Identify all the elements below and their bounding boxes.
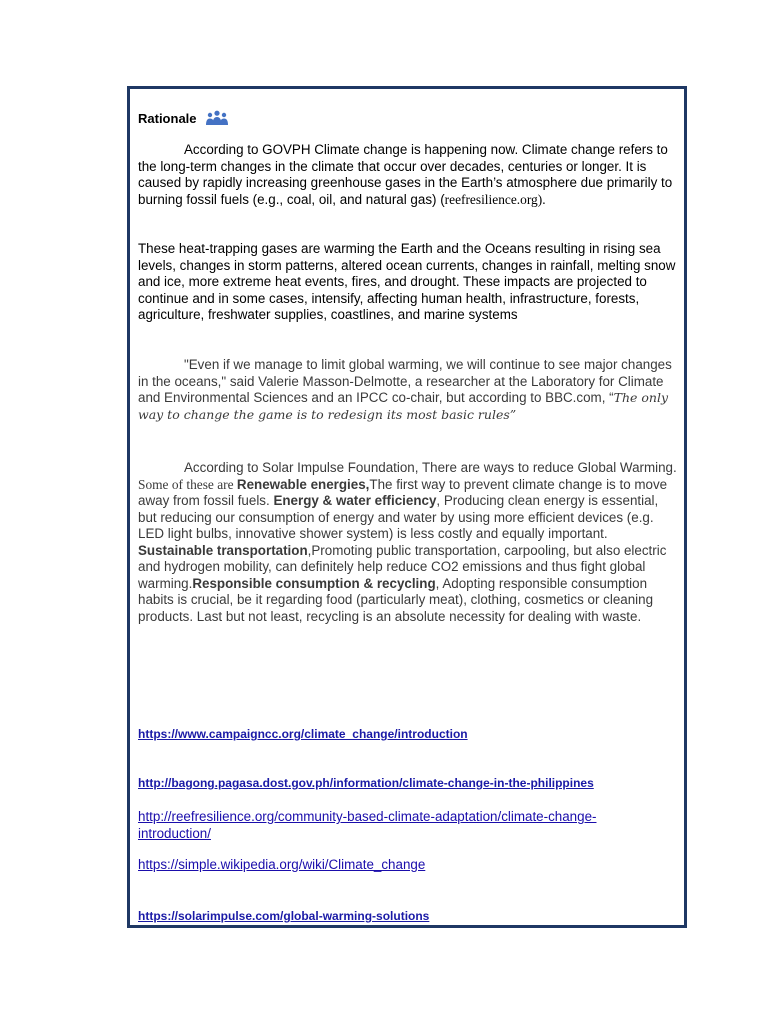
p3-quote: The only way to change the game is to redesign its most basic rules”	[138, 390, 669, 422]
link-pagasa[interactable]: http://bagong.pagasa.dost.gov.ph/information/climate-change-in-the-philippines	[138, 776, 594, 790]
paragraph-4	[138, 460, 680, 625]
p4-b4: Responsible consumption & recycling	[192, 575, 436, 591]
link-campaigncc[interactable]: https://www.campaigncc.org/climate_change/introduction	[138, 727, 468, 741]
p4-b3: Sustainable transportation	[138, 542, 308, 558]
link-solarimpulse[interactable]: https://solarimpulse.com/global-warming-solutions	[138, 909, 430, 923]
paragraph-3	[138, 357, 680, 423]
p4-s1: According to Solar Impulse Foundation, There are ways to reduce Global Warming.	[184, 460, 677, 475]
link-wikipedia[interactable]: https://simple.wikipedia.org/wiki/Climate_change	[138, 857, 426, 872]
p4-s5: ,Promoting public transportation, carpooling, but also electric and hydrogen mobility, can definitely help reduce CO2 emissions and thus fight global warming.	[138, 542, 667, 591]
paragraph-2: These heat-trapping gases are warming the Earth and the Oceans resulting in rising sea levels, changes in storm patterns, altered ocean currents, changes in rainfall, melting snow and ice, more extreme heat events, fires, and drought. These impacts are projected to continue and in some cases, intensify, affecting human health, infrastructure, forests, agriculture, freshwater supplies, coastlines, and marine systems	[138, 241, 676, 322]
p1-text: According to GOVPH Climate change is happening now. Climate change refers to the long-term changes in the climate that occur over decades, centuries or longer. It is caused by rapidly increasing greenhouse gases in the Earth’s atmosphere due primarily to burning fossil fuels (e.g., coal, oil, and natural gas) (	[138, 142, 673, 207]
p4-s4: , Producing clean energy is essential, but reducing our consumption of energy and water by using more efficient devices (e.g. LED light bulbs, innovative shower system) is less costly and equally important.	[138, 493, 659, 541]
p1-source: reefresilience.org	[444, 191, 538, 207]
p4-b2: Energy & water efficiency	[273, 493, 437, 508]
rationale-heading	[138, 110, 229, 126]
document-frame	[127, 86, 687, 928]
p4-s6: , Adopting responsible consumption habits is crucial, be it regarding food (particularly meat), clothing, cosmetics or cleaning products. Last but not least, recycling is an absolute necessity for dealing with waste.	[138, 575, 654, 624]
p4-s3: The first way to prevent climate change is to move away from fossil fuels.	[138, 476, 668, 508]
p4-b1: Renewable energies,	[236, 476, 370, 492]
p4-s2: Some of these are	[138, 476, 237, 492]
paragraph-1	[138, 142, 680, 208]
people-group-icon	[205, 110, 229, 126]
p1-end: ).	[537, 191, 546, 207]
link-reefresilience[interactable]: http://reefresilience.org/community-based-climate-adaptation/climate-change-introduction/	[138, 809, 597, 841]
heading-text: Rationale	[138, 110, 197, 126]
p3-text: "Even if we manage to limit global warming, we will continue to see major changes in the oceans," said Valerie Masson-Delmotte, a researcher at the Laboratory for Climate and Environmental Sciences and an IPCC co-chair, but according to BBC.com, “	[138, 357, 672, 405]
